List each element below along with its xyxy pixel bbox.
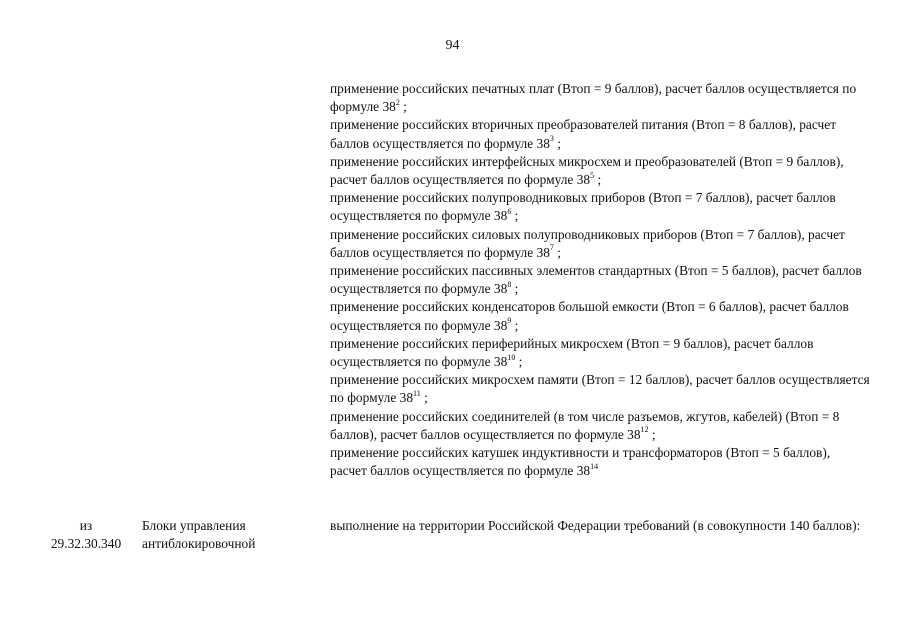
requirement-item: применение российских периферийных микросхем (Втоп = 9 баллов), расчет баллов осуществляется по формуле $38^{10}$ ; [330,335,814,370]
requirements-list [330,80,870,480]
product-name: Блоки управления антиблокировочной [142,518,256,552]
product-requirement: выполнение на территории Российской Федерации требований (в совокупности 140 баллов): [330,518,861,533]
requirement-item: применение российских катушек индуктивности и трансформаторов (Втоп = 5 баллов), расчет баллов осуществляется по формуле $38^{14}$ [330,445,831,479]
requirement-item: применение российских пассивных элементов стандартных (Втоп = 5 баллов), расчет баллов осуществляется по формуле $38^8$ ; [330,263,862,297]
requirement-item: применение российских соединителей (в том числе разъемов, жгутов, кабелей) (Втоп = 8 баллов), расчет баллов осуществляется по формуле $38^{12}$ ; [330,408,840,442]
requirement-item: применение российских полупроводниковых приборов (Втоп = 7 баллов), расчет баллов осуществляется по формуле $38^6$ ; [330,190,836,224]
requirement-item: применение российских микросхем памяти (Втоп = 12 баллов), расчет баллов осуществляется по формуле $38^{11}$ ; [330,372,870,406]
page-number: 94 [445,38,460,53]
requirement-item: применение российских вторичных преобразователей питания (Втоп = 8 баллов), расчет баллов осуществляется по формуле $38^3$ ; [330,117,837,151]
requirement-item: применение российских силовых полупроводниковых приборов (Втоп = 7 баллов), расчет баллов осуществляется по формуле $38^7$ ; [330,226,845,260]
product-code: из 29.32.30.340 [50,518,122,552]
requirement-item: применение российских конденсаторов большой емкости (Втоп = 6 баллов), расчет баллов осуществляется по формуле $38^9$ ; [330,299,849,333]
requirement-item: применение российских печатных плат (Втоп = 9 баллов), расчет баллов осуществляется по формуле $38^2$ ; [330,81,857,115]
requirement-item: применение российских интерфейсных микросхем и преобразователей (Втоп = 9 баллов), расчет баллов осуществляется по формуле $38^5$ ; [330,153,844,188]
